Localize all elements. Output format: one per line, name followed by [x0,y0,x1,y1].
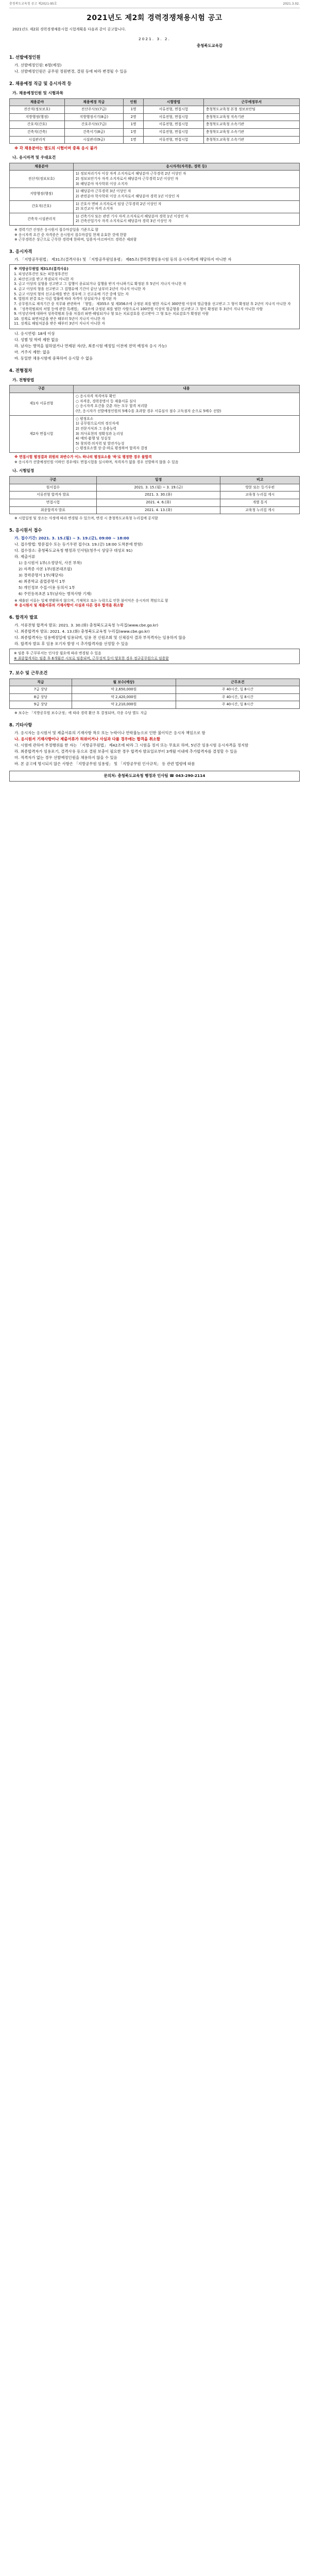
application-notes [14,599,300,608]
table-cell: 1) 건축기사 또는 관련 기사 자격 소지자로서 해당분야 경력 1년 이상인 자 2) 건축산업기사 자격 소지자로서 해당분야 경력 3년 이상인 자 [73,213,299,225]
table-cell: 약 2,210,000원 [72,701,176,709]
table-cell: 1명 [123,106,143,114]
list-item: 나. 응시원서 기재사항이나 제출서류가 허위이거나 사실과 다를 경우에는 합격을 취소함 [14,736,160,741]
table-header-cell: 직급 [10,679,72,686]
box-line: 10. 징계로 파면처분을 받은 때부터 5년이 지나지 아니한 자 [14,316,105,321]
appointment-box [9,649,300,664]
table-row [10,213,300,225]
issuing-org: 충청북도교육감 [197,43,222,48]
table-cell: 약 2,650,000원 [72,686,176,694]
section-4a-subtitle: 가. 전형방법 [12,377,35,382]
table-cell: 주 40시간, 일 8시간 [176,686,299,694]
list-item: 가. 서류전형 합격자 발표: 2021. 3. 30.(화) 충청북도교육청 누리집(www.cbe.go.kr) [14,622,159,628]
list-item: 가. 선발예정인원: 6명(예정) [14,63,62,68]
table-cell: 2021. 4. 13.(화) [96,506,220,514]
section-7-title: 7. 보수 및 근무조건 [9,670,48,675]
table-cell: 면접시험 [10,499,97,507]
list-item: 다. 시험에 관하여 부정행위를 한 자는 「지방공무원법」 제42조에 따라 그 시험을 정지 또는 무효로 하며, 5년간 임용시험 응시자격을 정지함 [14,742,249,748]
table-cell: 원서접수 [10,484,97,492]
list-item: 나. 최종합격자 발표: 2021. 4. 13.(화) 충청북도교육청 누리집(www.cbe.go.kr) [14,629,150,634]
table-row [10,492,300,499]
table-header-cell: 일정 [96,477,220,484]
list-item: 5) 개인정보 수집·이용 동의서 1부 [19,585,75,590]
list-item: 나. 접수방법: 방문접수 또는 등기우편 접수(3. 19.(금) 18:00 도착분에 한함) [14,541,143,547]
table-row [10,415,300,452]
table-cell: 교육청 누리집 게시 [220,506,300,514]
positions-note: ※ 각 채용분야는 별도의 시험이며 중복 응시 불가 [14,146,97,151]
table-cell: 전산직(정보보호) [10,106,65,114]
table-cell: 간호직(간호) [10,200,74,213]
salary-table [9,679,300,709]
table-header-cell: 인원 [123,98,143,106]
section-8-list [9,731,300,767]
list-item: 라. 제출서류 [14,554,36,559]
page-title: 2021년도 제2회 경력경쟁채용시험 공고 [87,13,222,22]
table-header-cell: 채용분야 [10,98,65,106]
table-header-cell: 시험방법 [144,98,204,106]
table-cell: 시설관리직 [10,136,65,144]
section-6-title: 6. 합격자 발표 [9,614,38,620]
box-line: 8. 「성폭력범죄의 처벌 등에 관한 특례법」 제2조에 규정된 죄를 범한 사람으로서 100만원 이상의 벌금형을 선고받고 그 형이 확정된 후 3년이 지나지 아니한 사람 [14,307,263,311]
table-header-row [10,163,300,171]
list-item: 바. 본 공고에 명시되지 않은 사항은 「지방공무원 임용령」 및 「지방공무원 인사규칙」 등 관련 법령에 따름 [14,761,195,766]
header-left: 충청북도교육청 공고 제2021-95호 [9,2,57,6]
note-line: ※ 응시원서 및 제출서류의 기재사항이 사실과 다른 경우 합격을 취소함 [14,603,124,608]
table-cell: 1) 해당분야 근무경력 3년 이상인 자 2) 관련분야 학사학위 이상 소지자로서 해당분야 경력 1년 이상인 자 [73,188,299,200]
section-2a-subtitle: 가. 채용예정인원 및 시험과목 [12,90,63,95]
table-header-row [10,98,300,106]
table-header-cell: 채용분야 [10,163,74,171]
table-cell: 약 2,420,000원 [72,693,176,701]
note-line: ※ 응시자가 선발예정인원 이하인 경우에도 면접시험을 실시하며, 적격자가 없을 경우 선발하지 않을 수 있음 [14,460,179,464]
table-header-cell: 채용예정 직급 [64,98,123,106]
list-item: 다. 최종합격자는 임용예정일에 임용되며, 임용 전 신원조회 및 신체검사 결과 부적격자는 임용하지 않음 [14,635,186,640]
table-row [10,506,300,514]
note-line: ※ 응시자격 요건 중 자격증은 응시원서 접수마감일 현재 유효한 것에 한함 [14,232,127,237]
table-cell: 1명 [123,129,143,137]
table-cell: 충청북도교육청 소속기관 [203,121,299,129]
table-cell: 충청북도교육청 소속기관 [203,129,299,137]
page-header [9,2,300,8]
section-1-list [9,63,300,75]
table-cell: 전산직(정보보호) [10,171,74,188]
announcement-page [0,0,309,789]
section-4b-subtitle: 나. 시험일정 [12,468,35,473]
table-row [10,499,300,507]
table-cell: 주 40시간, 일 8시간 [176,693,299,701]
table-header-row [10,477,300,484]
list-item: 1) 응시원서 1부(소정양식, 사진 부착) [19,560,82,565]
table-cell: 제2차 면접시험 [10,415,74,452]
section-2b-subtitle: 나. 응시자격 및 우대요건 [12,155,56,160]
list-item: 2) 자격증 사본 1부(원본대조필) [19,566,72,571]
table-cell: 건축서기(8급) [64,129,123,137]
table-row [10,113,300,121]
table-cell: 9급 상당 [10,701,72,709]
section-3-title: 3. 응시자격 [9,248,32,254]
section-3-list [9,331,300,362]
table-cell: ○ 평정요소 1) 공무원으로서의 정신자세 2) 전문지식과 그 응용능력 3) 의사표현의 정확성과 논리성 4) 예의·품행 및 성실성 5) 창의력·의지력 및 발전가능성 ○ 평정요소별 상·중·하로 평정하여 합격자 결정 [73,415,299,452]
schedule-note: ※ 시험일정 및 장소는 사정에 따라 변경될 수 있으며, 변경 시 충청북도교육청 누리집에 공지함 [14,516,158,521]
qualifications-notes [14,228,300,243]
list-item: 라. 남자는 병역을 필하였거나 면제된 자(단, 최종시험 예정일 이전에 전역 예정자 응시 가능) [14,344,167,349]
table-cell: 방문 또는 등기우편 [220,484,300,492]
table-cell: 최종합격자 발표 [10,506,97,514]
box-line: ※ 임용 후 근무부서는 인사상 필요에 따라 변경될 수 있음 [14,651,101,656]
list-item: 가. 접수기간: 2021. 3. 15.(월) ~ 3. 19.(금), 09:00 ~ 18:00 [14,535,129,540]
note-line: ※ 면접시험 평정결과 위원의 과반수가 어느 하나의 평정요소를 '하'로 평정한 경우 불합격 [14,455,152,460]
list-item: 나. 응시연령: 18세 이상 [14,331,55,336]
intro-text: 2021년도 제2회 경력경쟁채용시험 시험계획을 다음과 같이 공고합니다. [12,27,126,32]
table-row [10,136,300,144]
table-cell: 7급 상당 [10,686,72,694]
table-cell: 시설관리(9급) [64,136,123,144]
table-cell: 2021. 3. 30.(화) [96,492,220,499]
table-cell: 건축직·시설관리직 [10,213,74,225]
table-header-cell: 응시자격(자격증, 경력 등) [73,163,299,171]
table-row [10,106,300,114]
table-cell: 건축직(건축) [10,129,65,137]
contact-info: 문의처: 충청북도교육청 행정과 인사팀 ☎ 043-290-2114 [9,771,300,782]
table-header-cell: 근무조건 [176,679,299,686]
table-cell: 충청북도교육청 직속기관 [203,113,299,121]
table-cell: 지방행정(행정) [10,113,65,121]
table-row [10,188,300,200]
section-5-title: 5. 응시원서 접수 [9,527,42,533]
box-line: 6. 법원의 판결 또는 다른 법률에 따라 자격이 상실되거나 정지된 자 [14,297,116,301]
box-line: 11. 징계로 해임처분을 받은 때부터 3년이 지나지 아니한 자 [14,321,105,326]
schedule-table [9,476,300,514]
table-cell: 충청북도교육청 소속기관 [203,136,299,144]
list-item: 4) 최종학교 졸업증명서 1부 [19,579,65,584]
table-header-cell: 내용 [73,385,299,393]
table-cell: 2명 [123,113,143,121]
table-row [10,393,300,416]
header-right: 2021.3.02. [283,2,300,6]
table-cell: 1) 간호사 면허 소지자로서 임상 근무경력 2년 이상인 자 2) 보건교사 자격 소지자 [73,200,299,213]
box-line: 1. 피성년후견인 또는 피한정후견인 [14,272,68,277]
list-item: 나. 선발예정인원은 공무원 정원변경, 결원 등에 따라 변경될 수 있음 [14,69,127,74]
list-item: 가. 응시자는 응시원서 및 제출서류의 기재사항 착오 또는 누락이나 연락불능으로 인한 불이익은 응시자 책임으로 함 [14,730,205,735]
box-line: 5. 금고 이상의 형의 선고유예를 받은 경우에 그 선고유예 기간 중에 있는 자 [14,292,129,296]
table-cell: 서류전형, 면접시험 [144,106,204,114]
table-cell: 1) 정보처리기사 이상 자격 소지자로서 해당분야 근무경력 2년 이상인 자 2) 정보보안기사 자격 소지자로서 해당분야 근무경력 1년 이상인 자 3) 해당분야 석사학위 이상 소지자 [73,171,299,188]
table-header-cell: 구분 [10,385,74,393]
section-3-intro: 가. 「지방공무원법」 제31조(결격사유) 및 「지방공무원임용령」 제65조(경력경쟁임용시험 등의 응시자격)에 해당하지 아니한 자 [14,257,232,262]
list-item: 다. 접수장소: 충청북도교육청 행정과 인사팀(청주시 상당구 대성로 91) [14,548,133,553]
table-header-cell: 근무예정부서 [203,98,299,106]
list-item: 라. 합격자 발표 후 임용 포기자 발생 시 추가합격자를 선정할 수 있음 [14,641,128,646]
table-cell: 8급 상당 [10,693,72,701]
table-row [10,171,300,188]
table-cell: 지방행정(행정) [10,188,74,200]
section-5-list [9,536,300,597]
list-item: 바. 동일한 채용시험에 중복하여 응시할 수 없음 [14,356,93,361]
table-cell: 개별 통지 [220,499,300,507]
note-line: ※ 경력기간 산정은 응시원서 접수마감일을 기준으로 함 [14,228,99,232]
box-line: 4. 금고 이상의 형을 선고받고 그 집행유예 기간이 끝난 날부터 2년이 지나지 아니한 자 [14,286,146,291]
table-cell: 2021. 4. 6.(화) [96,499,220,507]
table-cell: 전산주사보(7급) [64,106,123,114]
selection-notes [14,455,300,465]
table-cell: 지방행정서기(8급) [64,113,123,121]
box-line: ※ 최종합격자는 임용 후 6개월간 시보로 임용되며, 근무성적 등이 양호한 경우 정규공무원으로 임용함 [14,656,169,660]
table-row [10,121,300,129]
table-header-row [10,385,300,393]
table-row [10,693,300,701]
section-1-title: 1. 선발예정인원 [9,55,41,60]
table-cell: 서류전형, 면접시험 [144,121,204,129]
table-row [10,686,300,694]
table-cell: 1명 [123,136,143,144]
box-line: 9. 미성년자에 대하여 성폭력범죄 등을 저질러 파면·해임되거나 형 또는 치료감호를 선고받아 그 형 또는 치료감호가 확정된 사람 [14,312,209,316]
table-cell: 간호주사보(7급) [64,121,123,129]
table-row [10,200,300,213]
note-line: ※ 근무경력은 상근으로 근무한 경력에 한하며, 일용직·아르바이트 경력은 제외함 [14,238,137,242]
table-cell: 서류전형, 면접시험 [144,113,204,121]
positions-table [9,98,300,144]
section-2-title: 2. 채용예정 직급 및 응시자격 등 [9,80,72,86]
table-cell: ○ 응시자격 적격여부 확인 ○ 자격증, 경력증명서 등 제출서류 심사 ○ 응시자격 요건을 갖춘 자는 모두 합격 처리함 (단, 응시자가 선발예정인원의 5배수를 초과할 경우 서류심사 점수 고득점자 순으로 5배수 선발) [73,393,299,416]
table-cell: 서류전형, 면접시험 [144,129,204,137]
list-item: 마. 적격자가 없는 경우 선발예정인원을 채용하지 않을 수 있음 [14,755,117,760]
disqualification-box [9,264,300,329]
list-item: 6) 주민등록초본 1부(남자는 병적사항 기재) [19,591,92,597]
list-item: 다. 성별 및 학력 제한 없음 [14,337,59,343]
table-cell: 교육청 누리집 게시 [220,492,300,499]
table-row [10,701,300,709]
qualifications-table [9,163,300,226]
section-6-list [9,623,300,647]
table-cell: 주 40시간, 일 8시간 [176,701,299,709]
table-header-cell: 비고 [220,477,300,484]
table-row [10,129,300,137]
table-cell: 충청북도교육청 본청 정보보안팀 [203,106,299,114]
table-header-cell: 월 보수(예상) [72,679,176,686]
announcement-date: 2021. 3. 2. [139,37,170,42]
table-cell: 서류전형, 면접시험 [144,136,204,144]
list-item: 3) 경력증명서 1부(해당자) [19,573,64,578]
list-item: 마. 거주지 제한: 없음 [14,350,50,355]
table-cell: 2021. 3. 15.(월) ~ 3. 19.(금) [96,484,220,492]
box-line: ※ 지방공무원법 제31조(결격사유) [14,267,68,272]
selection-process-table [9,385,300,453]
salary-note: ※ 보수는 「지방공무원 보수규정」에 따라 경력 환산 후 결정되며, 각종 수당 별도 지급 [14,711,147,716]
section-8-title: 8. 기타사항 [9,722,32,727]
box-line: 3. 금고 이상의 실형을 선고받고 그 집행이 종료되거나 집행을 받지 아니하기로 확정된 후 5년이 지나지 아니한 자 [14,282,186,286]
table-cell: 간호직(간호) [10,121,65,129]
table-header-cell: 구분 [10,477,97,484]
list-item: 라. 최종합격자가 임용포기, 결격사유 등으로 결원 보충이 필요한 경우 합격자 발표일로부터 3개월 이내에 추가합격자를 결정할 수 있음 [14,749,237,754]
table-cell: 서류전형 합격자 발표 [10,492,97,499]
table-row [10,484,300,492]
table-cell: 1명 [123,121,143,129]
table-header-row [10,679,300,686]
note-line: ※ 제출된 서류는 일체 반환하지 않으며, 기재착오 또는 누락으로 인한 불이익은 응시자의 책임으로 함 [14,598,168,603]
section-4-title: 4. 전형절차 [9,367,32,373]
table-cell: 제1차 서류전형 [10,393,74,416]
box-line: 2. 파산선고를 받고 복권되지 아니한 자 [14,277,74,281]
box-line: 7. 공무원으로 재직기간 중 직무와 관련하여 「형법」 제355조 및 제356조에 규정된 죄를 범한 자로서 300만원 이상의 벌금형을 선고받고 그 형이 확정된 후 2년이 지나지 아니한 자 [14,301,291,306]
